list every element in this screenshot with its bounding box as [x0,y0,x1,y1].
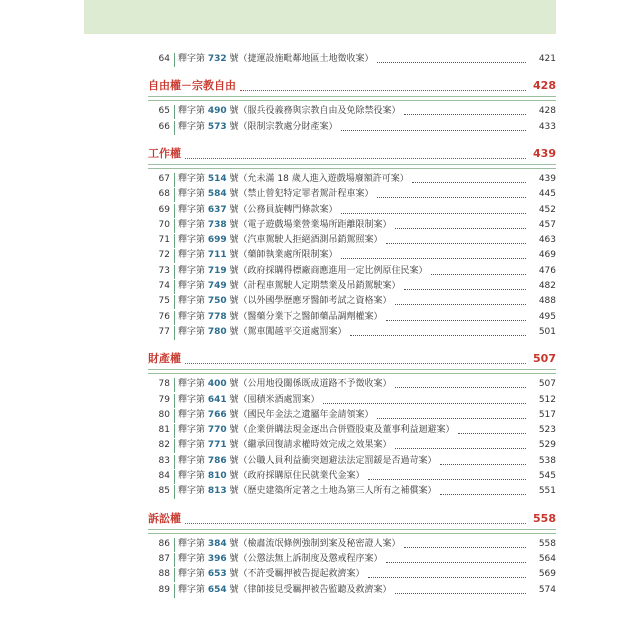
entry-prefix: 釋字第 [178,538,208,549]
entry-subject: 號（汽車駕駛人拒絕酒測吊銷駕照案） [226,235,383,246]
entry-page-number: 482 [538,281,556,291]
section-heading [148,510,556,528]
interpretation-number: 654 [207,584,227,595]
toc-entry [84,377,556,392]
entry-title [178,438,392,453]
entry-subject: 號（不許受羈押被告提起救濟案） [226,569,365,580]
toc-entry [84,120,556,135]
interpretation-number: 400 [207,379,227,390]
entry-divider [174,280,175,294]
entry-divider [174,188,175,202]
entry-subject: 號（限制宗教處分財產案） [226,121,338,132]
entry-title [178,172,409,187]
toc-entry [84,248,556,263]
leader-dots [404,289,526,290]
leader-dots [395,593,526,594]
entry-prefix: 釋字第 [178,296,208,307]
leader-dots [368,479,526,480]
leader-dots [377,197,526,198]
leader-dots [386,243,526,244]
entry-number: 84 [158,471,170,481]
interpretation-number: 396 [207,553,227,564]
entry-divider [174,295,175,309]
document-page [84,0,556,640]
entry-number: 71 [158,235,170,246]
entry-divider [174,249,175,263]
entry-page-number: 569 [538,569,556,580]
entry-title [178,537,401,552]
interpretation-number: 641 [207,394,227,405]
entry-prefix: 釋字第 [178,219,208,230]
section-title: 訴訟權 [148,511,181,525]
interpretation-number: 719 [207,265,227,276]
entry-title [178,469,365,484]
entry-page-number: 545 [538,471,556,481]
toc-entry [84,583,556,598]
entry-divider [174,584,175,598]
interpretation-number: 780 [207,326,227,337]
entry-page-number: 469 [538,250,556,261]
section-title: 工作權 [148,146,181,160]
entry-page-number: 538 [538,455,556,466]
entry-page-number: 457 [538,219,556,230]
interpretation-number: 738 [207,219,227,230]
section-leader-dots [185,363,526,364]
entry-title [178,279,401,294]
toc-entry [84,552,556,567]
toc-entry [84,218,556,233]
leader-dots [458,433,526,434]
section-rule [148,164,556,169]
entry-subject: 號（囤積米酒處罰案） [226,394,320,405]
leader-dots [440,464,526,465]
entry-prefix: 釋字第 [178,455,208,466]
entry-prefix: 釋字第 [178,471,208,481]
leader-dots [412,182,526,183]
entry-prefix: 釋字第 [178,250,208,261]
interpretation-number: 384 [207,538,227,549]
leader-dots [395,387,526,388]
interpretation-number: 786 [207,455,227,466]
interpretation-number: 514 [207,173,227,184]
interpretation-number: 490 [207,106,227,117]
section-heading [148,145,556,163]
entry-title [178,120,338,135]
entry-prefix: 釋字第 [178,265,208,276]
interpretation-number: 584 [207,189,227,200]
section-rule [148,96,556,101]
toc-entry [84,567,556,582]
leader-dots [350,335,526,336]
entry-prefix: 釋字第 [178,394,208,405]
leader-dots [404,114,526,115]
interpretation-number: 637 [207,204,227,215]
entry-subject: 號（政府採購原住民就業代金案） [226,471,365,481]
entry-prefix: 釋字第 [178,173,208,184]
entry-subject: 號（公用地役關係既成道路不予徵收案） [226,379,392,390]
entry-number: 69 [158,204,170,215]
toc-entry [84,279,556,294]
entry-number: 89 [158,584,170,595]
entry-divider [174,470,175,484]
entry-divider [174,121,175,135]
section-title: 財產權 [148,352,181,366]
entry-prefix: 釋字第 [178,235,208,246]
entry-number: 78 [158,379,170,390]
entry-page-number: 551 [538,486,556,497]
entry-subject: 號（公懲法無上訴制度及懲戒程序案） [226,553,383,564]
entry-number: 87 [158,553,170,564]
entry-page-number: 445 [538,189,556,200]
entry-page-number: 517 [538,409,556,420]
entry-prefix: 釋字第 [178,379,208,390]
entry-number: 68 [158,189,170,200]
entry-subject: 號（以外國學歷應牙醫師考試之資格案） [226,296,392,307]
entry-prefix: 釋字第 [178,409,208,420]
entry-title [178,310,383,325]
section-heading [148,350,556,368]
entry-number: 86 [158,538,170,549]
entry-page-number: 558 [538,538,556,549]
section-page-number: 558 [533,511,556,525]
entry-page-number: 476 [538,265,556,276]
entry-number: 85 [158,486,170,497]
entry-subject: 號（公務員旋轉門條款案） [226,204,338,215]
toc-entry [84,438,556,453]
interpretation-number: 732 [207,54,227,64]
toc-entry [84,454,556,469]
entry-subject: 號（服兵役義務與宗教自由及免除禁役案） [226,106,401,117]
entry-subject: 號（允未滿 18 歲人進入遊戲場廢額許可案） [226,173,409,184]
entry-page-number: 428 [538,106,556,117]
entry-subject: 號（藥師執業處所限制案） [226,250,338,261]
entry-page-number: 512 [538,394,556,405]
entry-divider [174,234,175,248]
entry-title [178,218,392,233]
entry-page-number: 463 [538,235,556,246]
section-leader-dots [185,158,526,159]
interpretation-number: 778 [207,311,227,322]
entry-page-number: 501 [538,326,556,337]
toc-entry [84,187,556,202]
entry-page-number: 564 [538,553,556,564]
leader-dots [323,403,526,404]
entry-page-number: 574 [538,584,556,595]
entry-subject: 號（政府採購得標廠商應進用一定比例原住民案） [226,265,428,276]
entry-page-number: 421 [538,54,556,64]
entry-divider [174,378,175,392]
entry-title [178,484,437,499]
entry-number: 65 [158,106,170,117]
entry-title [178,52,374,67]
entry-number: 83 [158,455,170,466]
entry-number: 79 [158,394,170,405]
toc-entry [84,484,556,499]
entry-subject: 號（醫藥分業下之醫師藥品調劑權案） [226,311,383,322]
toc-entry [84,233,556,248]
interpretation-number: 810 [207,471,227,481]
entry-divider [174,204,175,218]
entry-page-number: 452 [538,204,556,215]
entry-number: 66 [158,121,170,132]
entry-title [178,325,347,340]
entry-prefix: 釋字第 [178,121,208,132]
entry-prefix: 釋字第 [178,204,208,215]
entry-prefix: 釋字第 [178,311,208,322]
toc-entry [84,310,556,325]
toc-entry [84,325,556,340]
entry-number: 72 [158,250,170,261]
entry-prefix: 釋字第 [178,189,208,200]
entry-subject: 號（計程車駕駛人定期禁業及吊銷駕駛案） [226,281,401,291]
entry-page-number: 495 [538,311,556,322]
entry-subject: 號（駕車闖越平交道處罰案） [226,326,347,337]
section-rule [148,529,556,534]
entry-number: 70 [158,219,170,230]
header-band [84,0,556,34]
entry-page-number: 529 [538,440,556,451]
entry-subject: 號（國民年金法之遺屬年金請領案） [226,409,374,420]
leader-dots [404,547,526,548]
entry-title [178,454,437,469]
leader-dots [386,320,526,321]
toc-entry [84,469,556,484]
toc-entry [84,393,556,408]
interpretation-number: 699 [207,235,227,246]
entry-title [178,203,338,218]
section-leader-dots [240,90,526,91]
section-leader-dots [185,523,526,524]
entry-divider [174,105,175,119]
entry-page-number: 433 [538,121,556,132]
entry-prefix: 釋字第 [178,326,208,337]
entry-number: 64 [158,54,170,64]
leader-dots [341,258,526,259]
entry-title [178,248,338,263]
leader-dots [386,562,526,563]
entry-divider [174,265,175,279]
entry-page-number: 488 [538,296,556,307]
section-page-number: 428 [533,79,556,93]
entry-title [178,408,374,423]
entry-subject: 號（捷運設施毗鄰地區土地徵收案） [226,54,374,64]
entry-title [178,423,455,438]
entry-title [178,294,392,309]
entry-subject: 號（檢肅流氓條例強制到案及秘密證人案） [226,538,401,549]
toc-entry [84,423,556,438]
entry-prefix: 釋字第 [178,281,208,291]
entry-subject: 號（公職人員利益衝突迴避法法定罰鍰是否過苛案） [226,455,437,466]
entry-divider [174,394,175,408]
interpretation-number: 749 [207,281,227,291]
entry-title [178,264,428,279]
interpretation-number: 573 [207,121,227,132]
toc-entry [84,264,556,279]
toc-entry [84,408,556,423]
interpretation-number: 770 [207,425,227,436]
entry-page-number: 523 [538,425,556,436]
leader-dots [377,418,526,419]
entry-divider [174,53,175,67]
entry-title [178,567,365,582]
entry-number: 77 [158,326,170,337]
entry-divider [174,568,175,582]
entry-title [178,377,392,392]
entry-subject: 號（企業併購法現金逐出合併暨股東及董事利益迴避案） [226,425,455,436]
entry-title [178,583,392,598]
entry-divider [174,538,175,552]
entry-prefix: 釋字第 [178,553,208,564]
entry-prefix: 釋字第 [178,425,208,436]
section-heading [148,77,556,95]
entry-divider [174,219,175,233]
leader-dots [341,213,526,214]
entry-number: 80 [158,409,170,420]
leader-dots [368,577,526,578]
entry-divider [174,485,175,499]
entry-divider [174,455,175,469]
toc-entry [84,52,556,67]
entry-subject: 號（繼承回復請求權時效完成之效果案） [226,440,392,451]
interpretation-number: 711 [207,250,227,261]
entry-divider [174,326,175,340]
entry-number: 73 [158,265,170,276]
entry-page-number: 439 [538,173,556,184]
toc-entry [84,104,556,119]
interpretation-number: 771 [207,440,227,451]
interpretation-number: 766 [207,409,227,420]
leader-dots [440,494,526,495]
entry-prefix: 釋字第 [178,486,208,497]
toc-entry [84,294,556,309]
leader-dots [395,304,526,305]
section-page-number: 439 [533,146,556,160]
entry-title [178,187,374,202]
interpretation-number: 653 [207,569,227,580]
toc-entry [84,537,556,552]
entry-number: 74 [158,281,170,291]
entry-subject: 號（歷史建築所定著之土地為第三人所有之補償案） [226,486,437,497]
entry-page-number: 507 [538,379,556,390]
entry-number: 67 [158,173,170,184]
entry-title [178,393,320,408]
section-title: 自由權－宗教自由 [148,79,236,93]
entry-divider [174,424,175,438]
toc-entry [84,203,556,218]
interpretation-number: 750 [207,296,227,307]
entry-title [178,233,383,248]
entry-number: 88 [158,569,170,580]
entry-prefix: 釋字第 [178,440,208,451]
entry-number: 76 [158,311,170,322]
entry-prefix: 釋字第 [178,584,208,595]
entry-number: 81 [158,425,170,436]
entry-subject: 號（電子遊戲場業營業場所距離限制案） [226,219,392,230]
entry-number: 75 [158,296,170,307]
leader-dots [341,130,526,131]
leader-dots [377,62,526,63]
leader-dots [431,274,526,275]
entry-prefix: 釋字第 [178,569,208,580]
section-rule [148,369,556,374]
entry-subject: 號（律師接見受羈押被告監聽及救濟案） [226,584,392,595]
leader-dots [395,228,526,229]
interpretation-number: 813 [207,486,227,497]
entry-divider [174,173,175,187]
leader-dots [395,448,526,449]
entry-subject: 號（禁止曾犯特定罪者駕計程車案） [226,189,374,200]
entry-title [178,104,401,119]
entry-divider [174,439,175,453]
entry-title [178,552,383,567]
section-page-number: 507 [533,352,556,366]
entry-divider [174,553,175,567]
entry-divider [174,409,175,423]
entry-number: 82 [158,440,170,451]
toc-entry [84,172,556,187]
entry-prefix: 釋字第 [178,106,208,117]
entry-divider [174,311,175,325]
entry-prefix: 釋字第 [178,54,208,64]
